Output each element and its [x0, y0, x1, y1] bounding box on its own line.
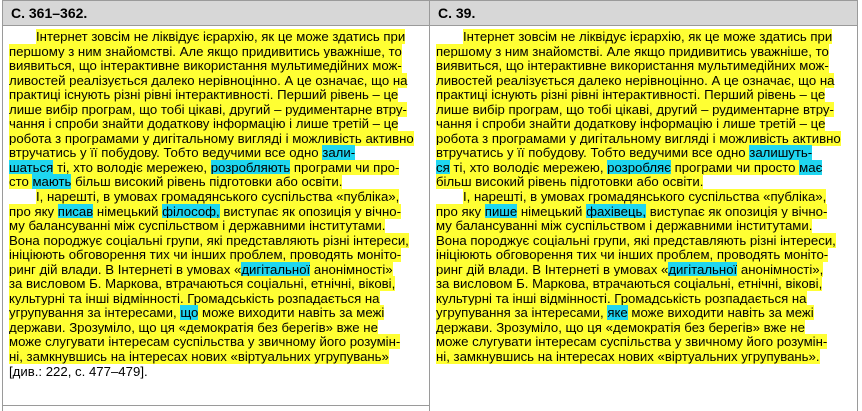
text-line [9, 175, 425, 190]
plain-text: [див.: 222, с. 477–479]. [9, 363, 148, 379]
changed-word: яке [607, 305, 628, 321]
highlighted-text: ринг дій влади. В Інтернеті в умовах « [436, 261, 669, 277]
highlighted-text: лише вибір програм, що тобі цікаві, другий – рудиментарне втру- [436, 101, 834, 117]
highlighted-text: Інтернет зовсім не ліквідує ієрархію, як це може здатись при [36, 29, 406, 44]
text-line [9, 219, 425, 234]
text-line [9, 132, 425, 147]
highlighted-text: ливостей реалізується далеко нерівноцінно. А це означає, що на [436, 72, 835, 88]
changed-word: розробляють [210, 159, 291, 175]
text-line [9, 161, 425, 176]
changed-word: писав [57, 203, 94, 219]
text-line [9, 117, 425, 132]
changed-word: ся [436, 159, 450, 175]
highlighted-text: робота з програмами у дигітальному вигляді і можливість активно [9, 130, 414, 146]
highlighted-text: більш високий рівень підготовки або освіти. [436, 174, 704, 190]
table-bottom-border [2, 405, 430, 406]
text-line [9, 350, 425, 365]
text-line [436, 292, 852, 307]
highlighted-text: виявиться, що інтерактивне використання мультимедійних мож- [436, 58, 829, 74]
text-line [436, 321, 852, 336]
highlighted-text: робота з програмами у дигітальному вигляді і можливість активно [436, 130, 841, 146]
text-line [9, 205, 425, 220]
highlighted-text: Вона породжує соціальні групи, які представляють різні інтереси, [9, 232, 409, 248]
highlighted-text: про яку [9, 203, 58, 219]
changed-word: дигітальної [668, 261, 738, 277]
highlighted-text: ініціюють обговорення тих чи інших проблем, проводять моніто- [9, 247, 402, 263]
highlighted-text: лише вибір програм, що тобі цікаві, другий – рудиментарне втру- [9, 101, 407, 117]
changed-word: пише [484, 203, 518, 219]
highlighted-text: анонімності» [310, 261, 393, 277]
changed-word: мають [32, 174, 72, 190]
highlighted-text: І, нарешті, в умовах громадянського суспільства «публіка», [463, 189, 827, 205]
right-text-body [436, 30, 852, 365]
highlighted-text: му балансуванні між суспільством і державними інститутами. [436, 218, 813, 234]
highlighted-text: культурні та інші відмінності. Громадськість розпадається на [436, 290, 807, 306]
text-line [9, 321, 425, 336]
text-line [436, 59, 852, 74]
highlighted-text: І, нарешті, в умовах громадянського суспільства «публіка», [36, 189, 400, 205]
highlighted-text: програми чи про- [290, 159, 400, 175]
text-line [436, 161, 852, 176]
highlighted-text: німецький [517, 203, 587, 219]
text-line [9, 103, 425, 118]
highlighted-text: ні, замкнувшись на інтересах нових «віртуальних угрупувань» [9, 349, 389, 365]
text-line [9, 74, 425, 89]
text-line [436, 88, 852, 103]
text-line [9, 335, 425, 350]
changed-word: фахівець, [586, 203, 647, 219]
changed-word: має [799, 159, 823, 175]
highlighted-text: держави. Зрозуміло, що ця «демократія без берегів» вже не [436, 319, 805, 335]
changed-word: залишуть- [749, 145, 813, 161]
highlighted-text: за висловом Б. Маркова, втрачаються соціальні, етнічні, вікові, [436, 276, 823, 292]
highlighted-text: виявиться, що інтерактивне використання мультимедійних мож- [9, 58, 402, 74]
left-page-reference: С. 361–362. [3, 0, 429, 26]
highlighted-text: Вона породжує соціальні групи, які представляють різні інтереси, [436, 232, 836, 248]
highlighted-text: чання і спроби знайти додаткову інформацію і лише третій – це [9, 116, 399, 132]
highlighted-text: ініціюють обговорення тих чи інших проблем, проводять моніто- [436, 247, 829, 263]
changed-word: розробляє [607, 159, 671, 175]
highlighted-text: може слугувати інтересам суспільства у звичному його розумін- [436, 334, 828, 350]
text-line [9, 277, 425, 292]
highlighted-text: анонімності», [737, 261, 824, 277]
text-line [436, 74, 852, 89]
text-line [9, 45, 425, 60]
highlighted-text: му балансуванні між суспільством і державними інститутами. [9, 218, 386, 234]
highlighted-text: першому з ним знайомстві. Але якщо придивитись уважніше, то [9, 43, 402, 59]
highlighted-text: угрупування за інтересами, [436, 305, 608, 321]
text-line [436, 335, 852, 350]
changed-word: дигітальної [241, 261, 311, 277]
right-page-reference: С. 39. [430, 0, 857, 26]
highlighted-text: за висловом Б. Маркова, втрачаються соціальні, етнічні, вікові, [9, 276, 396, 292]
highlighted-text: ні, замкнувшись на інтересах нових «віртуальних угрупувань». [436, 349, 820, 365]
highlighted-text: про яку [436, 203, 485, 219]
text-line [436, 45, 852, 60]
text-line [9, 146, 425, 161]
highlighted-text: втручатись у її побудову. Тобто ведучими все одно [9, 145, 323, 161]
highlighted-text: може виходити навіть за межі [198, 305, 385, 321]
changed-word: що [180, 305, 199, 321]
text-line [436, 175, 852, 190]
text-line [436, 190, 852, 205]
text-line [436, 277, 852, 292]
highlighted-text: сто [9, 174, 33, 190]
text-line [9, 59, 425, 74]
changed-word: зали- [322, 145, 356, 161]
highlighted-text: практиці існують різні рівні інтерактивності. Перший рівень – це [9, 87, 399, 103]
highlighted-text: ті, хто володіє мережею, [449, 159, 608, 175]
text-line [9, 234, 425, 249]
text-line [9, 248, 425, 263]
highlighted-text: може виходити навіть за межі [627, 305, 814, 321]
text-line [436, 350, 852, 365]
changed-word: філософ, [162, 203, 220, 219]
text-line [436, 234, 852, 249]
highlighted-text: першому з ним знайомстві. Але якщо придивитись уважніше, то [436, 43, 829, 59]
text-line [436, 306, 852, 321]
highlighted-text: угрупування за інтересами, [9, 305, 181, 321]
text-line [436, 219, 852, 234]
highlighted-text: культурні та інші відмінності. Громадськість розпадається на [9, 290, 380, 306]
left-text-body [9, 30, 425, 379]
left-column [2, 0, 430, 411]
highlighted-text: ті, хто володіє мережею, [53, 159, 211, 175]
highlighted-text: держави. Зрозуміло, що ця «демократія без берегів» вже не [9, 319, 378, 335]
highlighted-text: чання і спроби знайти додаткову інформацію і лише третій – це [436, 116, 826, 132]
highlighted-text: більш високий рівень підготовки або освіти. [71, 174, 343, 190]
text-line [9, 306, 425, 321]
highlighted-text: ринг дій влади. В Інтернеті в умовах « [9, 261, 242, 277]
text-line [436, 263, 852, 278]
text-line [436, 30, 852, 45]
text-line [436, 103, 852, 118]
highlighted-text: Інтернет зовсім не ліквідує ієрархію, як це може здатись при [463, 29, 833, 44]
text-line [436, 117, 852, 132]
highlighted-text: виступає як опозиція у вічно- [219, 203, 401, 219]
highlighted-text: втручатись у її побудову. Тобто ведучими все одно [436, 145, 750, 161]
changed-word: шаться [9, 159, 54, 175]
text-line [436, 146, 852, 161]
highlighted-text: ливостей реалізується далеко нерівноцінно. А це означає, що на [9, 72, 408, 88]
right-column [430, 0, 858, 411]
highlighted-text: програми чи просто [670, 159, 800, 175]
highlighted-text: може слугувати інтересам суспільства у звичному його розумін- [9, 334, 401, 350]
text-line [9, 190, 425, 205]
text-line [9, 263, 425, 278]
text-line [9, 365, 425, 380]
text-line [9, 88, 425, 103]
text-line [9, 292, 425, 307]
highlighted-text: виступає як опозиція у вічно- [646, 203, 828, 219]
highlighted-text: практиці існують різні рівні інтерактивності. Перший рівень – це [436, 87, 826, 103]
highlighted-text: німецький [93, 203, 163, 219]
text-line [436, 132, 852, 147]
text-line [436, 205, 852, 220]
text-line [436, 248, 852, 263]
text-line [9, 30, 425, 45]
